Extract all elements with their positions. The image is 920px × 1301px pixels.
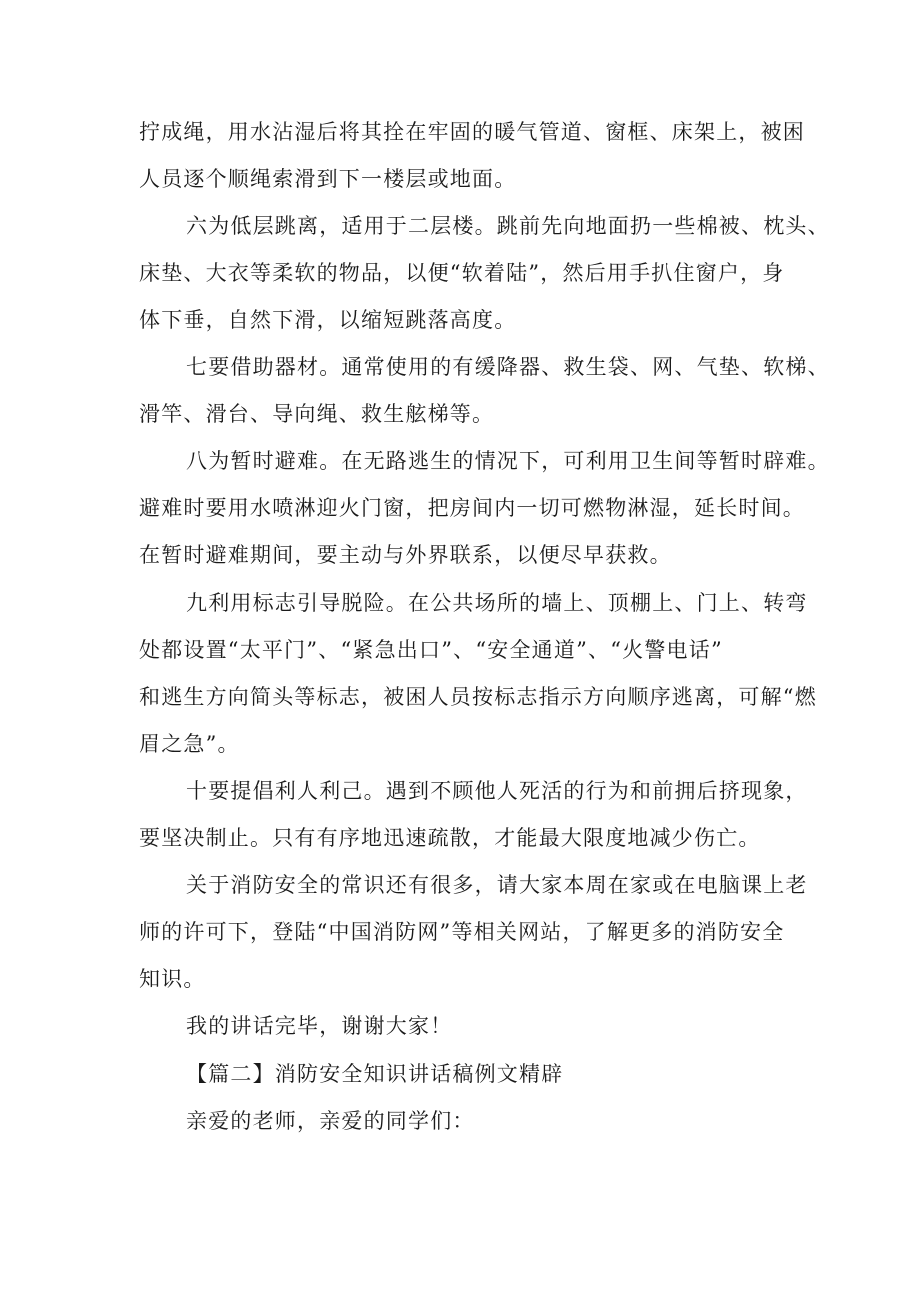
text-line: 师的许可下，登陆“中国消防网”等相关网站，了解更多的消防安全: [139, 920, 785, 944]
text-line: 八为暂时避难。在无路逃生的情况下，可利用卫生间等暂时辟难。: [186, 449, 830, 473]
text-line: 和逃生方向简头等标志，被困人员按标志指示方向顺序逃离，可解“燃: [139, 685, 817, 709]
salutation: 亲爱的老师，亲爱的同学们：: [186, 1109, 475, 1133]
text-line: 体下垂，自然下滑，以缩短跳落高度。: [139, 308, 517, 332]
text-line: 处都设置“太平门”、“紧急出口”、“安全通道”、“火警电话”: [139, 638, 723, 662]
text-line: 眉之急”。: [139, 732, 240, 756]
text-line: 关于消防安全的常识还有很多，请大家本周在家或在电脑课上老: [186, 873, 808, 897]
section-heading: 【篇二】消防安全知识讲话稿例文精辟: [186, 1062, 564, 1086]
closing-remark: 我的讲话完毕，谢谢大家！: [186, 1014, 453, 1038]
text-line: 七要借助器材。通常使用的有缓降器、救生袋、网、气垫、软梯、: [186, 355, 830, 379]
text-line: 人员逐个顺绳索滑到下一楼层或地面。: [139, 167, 517, 191]
text-line: 九利用标志引导脱险。在公共场所的墙上、顶棚上、门上、转弯: [186, 591, 808, 615]
text-line: 在暂时避难期间，要主动与外界联系，以便尽早获救。: [139, 543, 672, 567]
text-line: 滑竿、滑台、导向绳、救生舷梯等。: [139, 402, 495, 426]
text-line: 避难时要用水喷淋迎火门窗，把房间内一切可燃物淋湿，延长时间。: [139, 496, 805, 520]
text-line: 拧成绳，用水沾湿后将其拴在牢固的暖气管道、窗框、床架上，被困: [139, 120, 805, 144]
text-line: 六为低层跳离，适用于二层楼。跳前先向地面扔一些棉被、枕头、: [186, 214, 830, 238]
text-line: 知识。: [139, 967, 206, 991]
text-line: 十要提倡利人利己。遇到不顾他人死活的行为和前拥后挤现象，: [186, 779, 808, 803]
text-line: 要坚决制止。只有有序地迅速疏散，才能最大限度地减少伤亡。: [139, 826, 761, 850]
text-line: 床垫、大衣等柔软的物品，以便“软着陆”，然后用手扒住窗户，身: [139, 261, 785, 285]
